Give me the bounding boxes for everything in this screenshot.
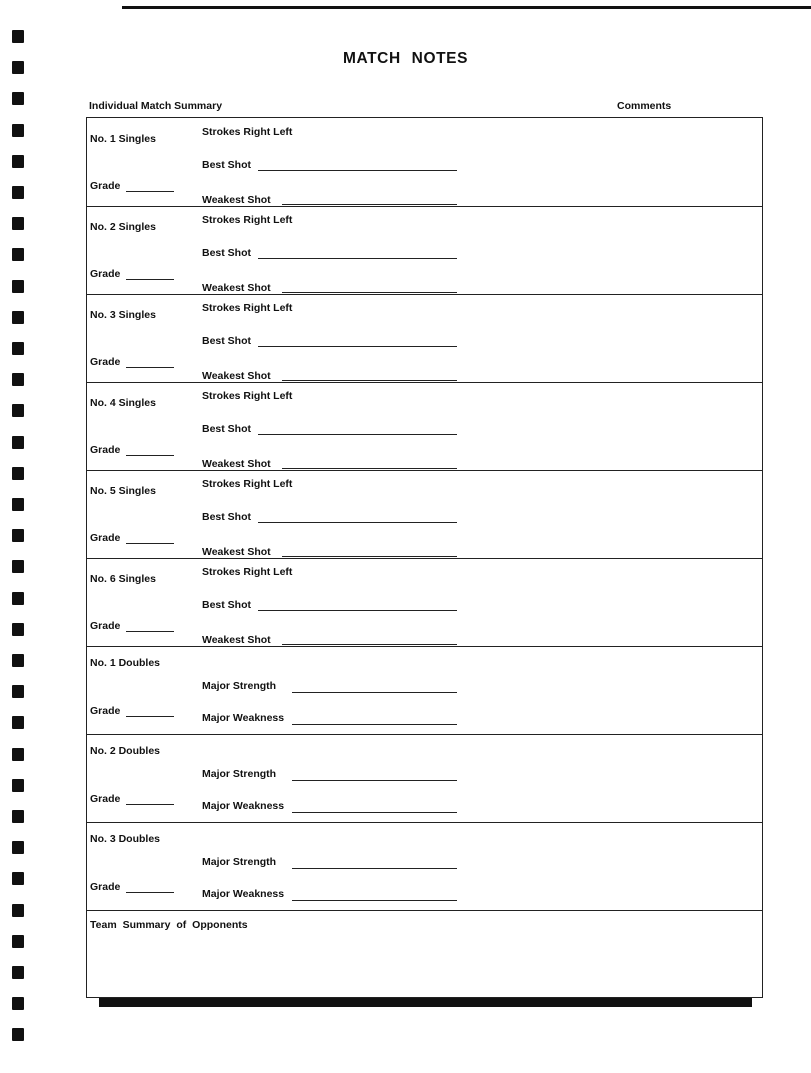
- major-strength-field[interactable]: [292, 692, 457, 693]
- binder-hole: [12, 248, 24, 261]
- major-weakness-field[interactable]: [292, 724, 457, 725]
- strokes-label: Strokes Right Left: [202, 126, 293, 138]
- strokes-label: Strokes Right Left: [202, 390, 293, 402]
- weakest-shot-label: Weakest Shot: [202, 282, 271, 294]
- major-strength-label: Major Strength: [202, 856, 277, 868]
- weakest-shot-label: Weakest Shot: [202, 634, 271, 646]
- grade-label: Grade: [90, 444, 121, 456]
- page-title: MATCH NOTES: [342, 50, 469, 67]
- weakest-shot-label: Weakest Shot: [202, 546, 271, 558]
- binder-hole: [12, 654, 24, 667]
- weakest-shot-field[interactable]: [282, 556, 457, 557]
- major-strength-label: Major Strength: [202, 680, 277, 692]
- bottom-bar: [99, 998, 752, 1007]
- strokes-label: Strokes Right Left: [202, 566, 293, 578]
- weakest-shot-label: Weakest Shot: [202, 370, 271, 382]
- singles-section: [86, 207, 763, 295]
- binder-hole: [12, 124, 24, 137]
- best-shot-field[interactable]: [258, 346, 457, 347]
- major-weakness-field[interactable]: [292, 900, 457, 901]
- binder-hole: [12, 529, 24, 542]
- binder-hole: [12, 186, 24, 199]
- weakest-shot-field[interactable]: [282, 644, 457, 645]
- major-strength-label: Major Strength: [202, 768, 277, 780]
- weakest-shot-field[interactable]: [282, 468, 457, 469]
- grade-field[interactable]: [126, 543, 174, 544]
- section-title: No. 2 Doubles: [90, 745, 161, 757]
- best-shot-field[interactable]: [258, 170, 457, 171]
- weakest-shot-label: Weakest Shot: [202, 194, 271, 206]
- best-shot-field[interactable]: [258, 610, 457, 611]
- binder-hole: [12, 810, 24, 823]
- grade-field[interactable]: [126, 631, 174, 632]
- grade-field[interactable]: [126, 191, 174, 192]
- binder-hole: [12, 217, 24, 230]
- grade-label: Grade: [90, 532, 121, 544]
- binder-hole: [12, 436, 24, 449]
- best-shot-label: Best Shot: [202, 511, 252, 523]
- binder-hole: [12, 841, 24, 854]
- binder-hole: [12, 498, 24, 511]
- binder-hole: [12, 592, 24, 605]
- binder-hole: [12, 373, 24, 386]
- singles-section: [86, 383, 763, 471]
- weakest-shot-field[interactable]: [282, 292, 457, 293]
- binder-hole: [12, 872, 24, 885]
- strokes-label: Strokes Right Left: [202, 478, 293, 490]
- major-weakness-label: Major Weakness: [202, 712, 285, 724]
- singles-section: [86, 295, 763, 383]
- doubles-section: [86, 823, 763, 911]
- doubles-section: [86, 735, 763, 823]
- binder-hole: [12, 342, 24, 355]
- strokes-label: Strokes Right Left: [202, 214, 293, 226]
- binder-hole: [12, 560, 24, 573]
- top-rule: [122, 6, 811, 9]
- binder-hole: [12, 92, 24, 105]
- major-weakness-label: Major Weakness: [202, 888, 285, 900]
- grade-label: Grade: [90, 793, 121, 805]
- weakest-shot-label: Weakest Shot: [202, 458, 271, 470]
- binder-hole: [12, 716, 24, 729]
- singles-section: [86, 119, 763, 207]
- binder-hole: [12, 467, 24, 480]
- grade-field[interactable]: [126, 367, 174, 368]
- grade-label: Grade: [90, 268, 121, 280]
- section-title: No. 2 Singles: [90, 221, 156, 233]
- section-title: No. 5 Singles: [90, 485, 156, 497]
- binder-hole: [12, 311, 24, 324]
- major-strength-field[interactable]: [292, 868, 457, 869]
- best-shot-label: Best Shot: [202, 599, 252, 611]
- weakest-shot-field[interactable]: [282, 380, 457, 381]
- grade-label: Grade: [90, 705, 121, 717]
- grade-field[interactable]: [126, 892, 174, 893]
- grade-label: Grade: [90, 620, 121, 632]
- doubles-section: [86, 647, 763, 735]
- best-shot-label: Best Shot: [202, 247, 252, 259]
- grade-label: Grade: [90, 881, 121, 893]
- binder-hole: [12, 623, 24, 636]
- section-title: No. 1 Doubles: [90, 657, 161, 669]
- section-title: No. 4 Singles: [90, 397, 156, 409]
- best-shot-field[interactable]: [258, 258, 457, 259]
- grade-field[interactable]: [126, 279, 174, 280]
- binder-hole: [12, 997, 24, 1010]
- grade-field[interactable]: [126, 455, 174, 456]
- singles-section: [86, 471, 763, 559]
- binder-hole: [12, 966, 24, 979]
- binder-hole: [12, 404, 24, 417]
- best-shot-label: Best Shot: [202, 335, 252, 347]
- binder-hole: [12, 748, 24, 761]
- team-summary-label: Team Summary of Opponents: [90, 919, 248, 931]
- best-shot-label: Best Shot: [202, 159, 252, 171]
- best-shot-field[interactable]: [258, 522, 457, 523]
- section-title: No. 3 Doubles: [90, 833, 161, 845]
- grade-label: Grade: [90, 180, 121, 192]
- grade-label: Grade: [90, 356, 121, 368]
- strokes-label: Strokes Right Left: [202, 302, 293, 314]
- grade-field[interactable]: [126, 716, 174, 717]
- binder-hole: [12, 935, 24, 948]
- binder-hole: [12, 280, 24, 293]
- section-title: No. 1 Singles: [90, 133, 156, 145]
- binder-hole: [12, 904, 24, 917]
- major-weakness-field[interactable]: [292, 812, 457, 813]
- best-shot-label: Best Shot: [202, 423, 252, 435]
- major-weakness-label: Major Weakness: [202, 800, 285, 812]
- best-shot-field[interactable]: [258, 434, 457, 435]
- grade-field[interactable]: [126, 804, 174, 805]
- binder-hole: [12, 779, 24, 792]
- section-title: No. 3 Singles: [90, 309, 156, 321]
- comments-heading: Comments: [617, 100, 672, 112]
- weakest-shot-field[interactable]: [282, 204, 457, 205]
- major-strength-field[interactable]: [292, 780, 457, 781]
- binder-hole: [12, 685, 24, 698]
- binder-hole: [12, 155, 24, 168]
- binder-hole: [12, 1028, 24, 1041]
- section-title: No. 6 Singles: [90, 573, 156, 585]
- individual-match-summary-heading: Individual Match Summary: [89, 100, 223, 112]
- singles-section: [86, 559, 763, 647]
- binder-hole: [12, 30, 24, 43]
